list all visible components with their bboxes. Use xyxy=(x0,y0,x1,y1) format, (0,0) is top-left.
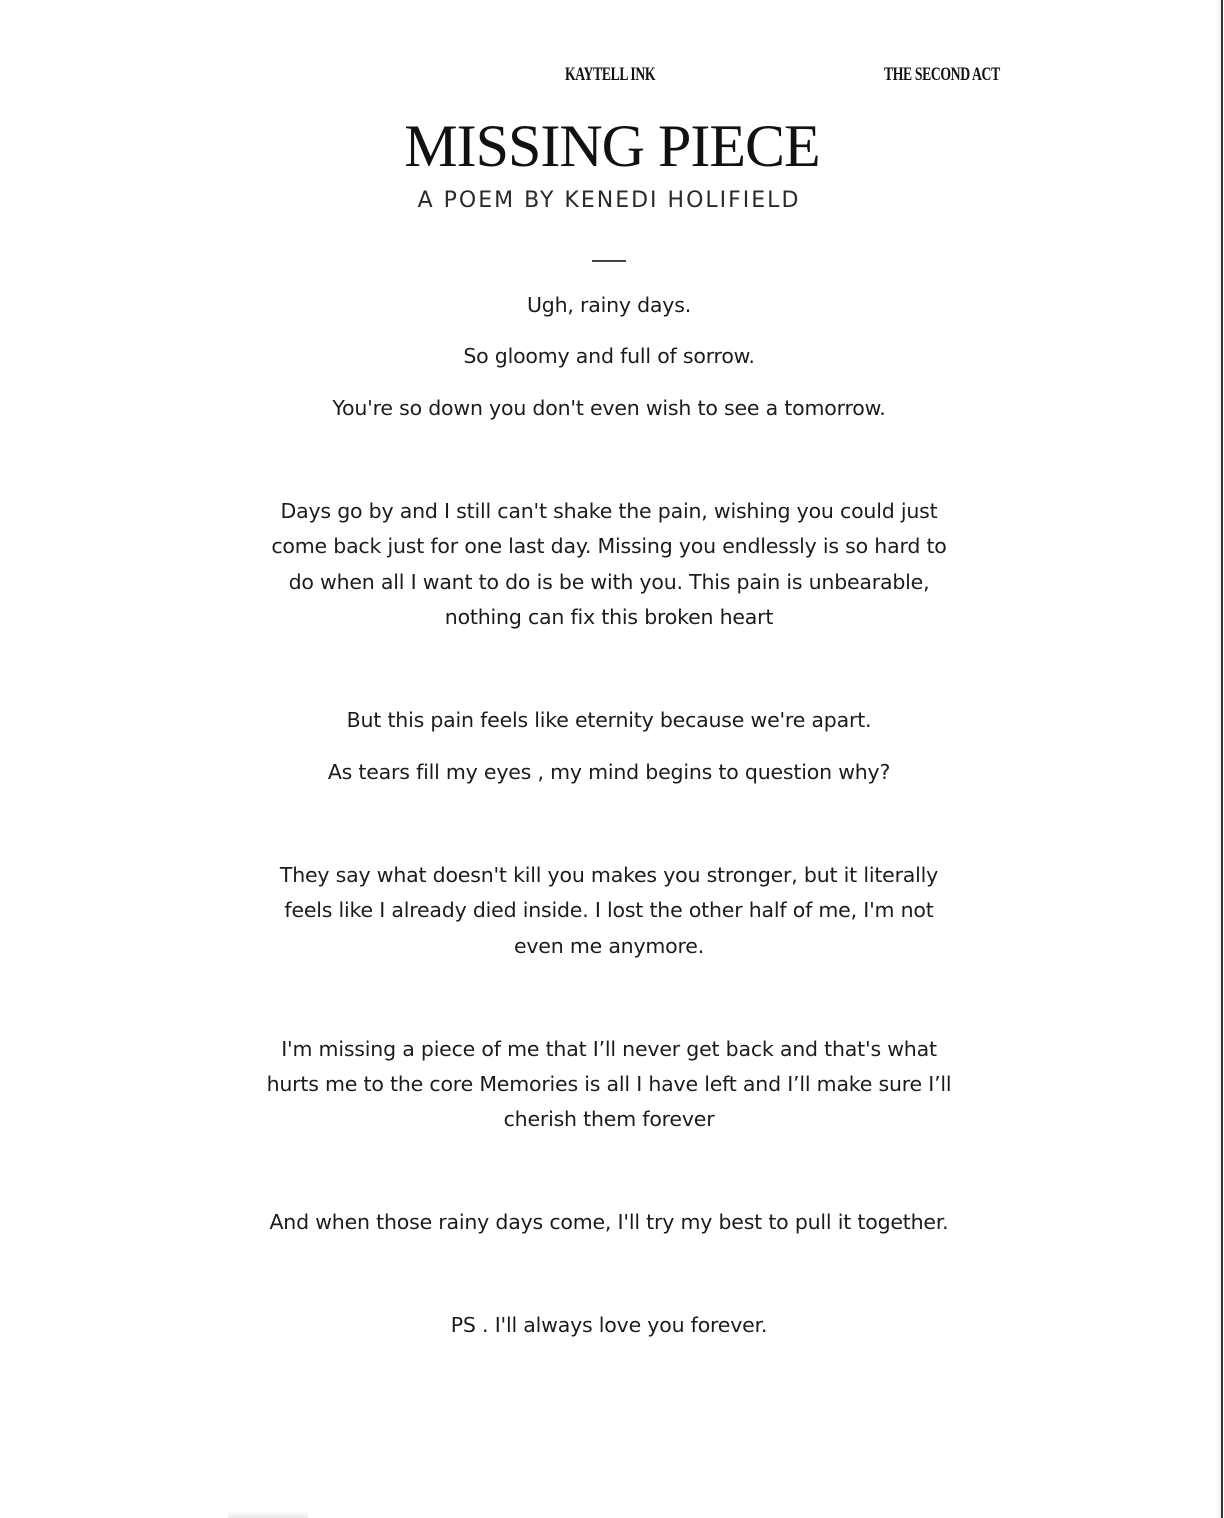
poem-byline: A POEM BY KENEDI HOLIFIELD xyxy=(417,188,801,213)
poem-line: But this pain feels like eternity because we're apart. xyxy=(346,708,872,732)
poem-line: do when all I want to do is be with you. This pain is unbearable, xyxy=(288,570,930,594)
poem-title: MISSING PIECE xyxy=(404,113,820,179)
poem-line: So gloomy and full of sorrow. xyxy=(463,344,755,368)
poem-line: Ugh, rainy days. xyxy=(526,293,692,317)
poem-line: And when those rainy days come, I'll try my best to pull it together. xyxy=(269,1210,949,1234)
poem-line: hurts me to the core Memories is all I have left and I’ll make sure I’ll xyxy=(266,1072,952,1096)
poem-line: come back just for one last day. Missing you endlessly is so hard to xyxy=(271,534,947,558)
page-edge-border xyxy=(1221,0,1223,1518)
poem-line: They say what doesn't kill you makes you stronger, but it literally xyxy=(279,863,939,887)
masthead-brand: KAYTELL INK xyxy=(565,64,656,85)
poem-line: cherish them forever xyxy=(503,1107,715,1131)
masthead-section: THE SECOND ACT xyxy=(884,64,1000,85)
cropped-footer-fragment xyxy=(228,1512,308,1518)
poem-line: feels like I already died inside. I lost the other half of me, I'm not xyxy=(284,898,934,922)
poem-line: PS . I'll always love you forever. xyxy=(450,1313,768,1337)
poem-line: You're so down you don't even wish to see a tomorrow. xyxy=(332,396,886,420)
poem-line: Days go by and I still can't shake the pain, wishing you could just xyxy=(280,499,938,523)
poem-line: As tears fill my eyes , my mind begins to question why? xyxy=(327,760,891,784)
poem-line: I'm missing a piece of me that I’ll never get back and that's what xyxy=(281,1037,937,1061)
title-divider xyxy=(592,260,626,262)
poem-line: nothing can fix this broken heart xyxy=(444,605,774,629)
poem-line: even me anymore. xyxy=(513,934,705,958)
